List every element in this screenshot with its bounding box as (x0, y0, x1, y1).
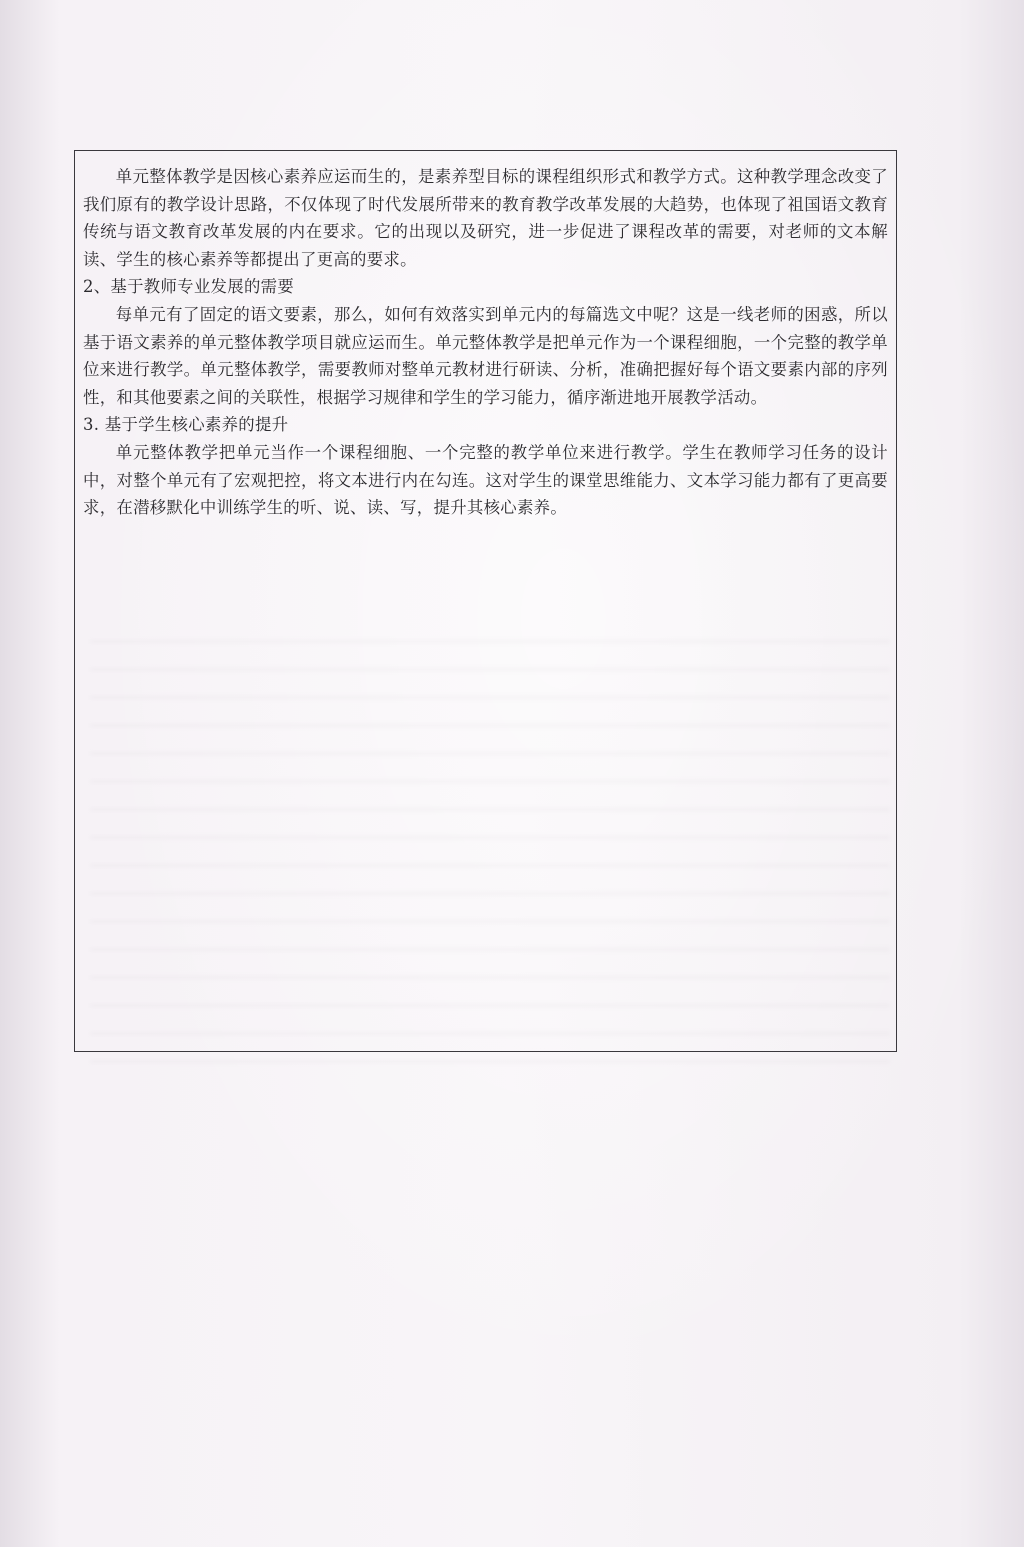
intro-paragraph: 单元整体教学是因核心素养应运而生的，是素养型目标的课程组织形式和教学方式。这种教学理念改变了我们原有的教学设计思路，不仅体现了时代发展所带来的教育教学改革发展的大趋势，也体现了祖国语文教育传统与语文教育改革发展的内在要求。它的出现以及研究，进一步促进了课程改革的需要，对老师的文本解读、学生的核心素养等都提出了更高的要求。 (83, 167, 888, 269)
section-heading-3: 3. 基于学生核心素养的提升 (83, 415, 289, 435)
text-content (83, 163, 888, 522)
section-3-paragraph: 单元整体教学把单元当作一个课程细胞、一个完整的教学单位来进行教学。学生在教师学习任务的设计中，对整个单元有了宏观把控，将文本进行内在勾连。这对学生的课堂思维能力、文本学习能力都有了更高要求，在潜移默化中训练学生的听、说、读、写，提升其核心素养。 (83, 442, 888, 518)
bordered-text-box (74, 150, 897, 1052)
section-2-paragraph: 每单元有了固定的语文要素，那么，如何有效落实到单元内的每篇选文中呢？这是一线老师的困惑，所以基于语文素养的单元整体教学项目就应运而生。单元整体教学是把单元作为一个课程细胞，一个完整的教学单位来进行教学。单元整体教学，需要教师对整单元教材进行研读、分析，准确把握好每个语文要素内部的序列性，和其他要素之间的关联性，根据学习规律和学生的学习能力，循序渐进地开展教学活动。 (83, 304, 888, 407)
section-heading-2: 2、基于教师专业发展的需要 (83, 277, 295, 297)
